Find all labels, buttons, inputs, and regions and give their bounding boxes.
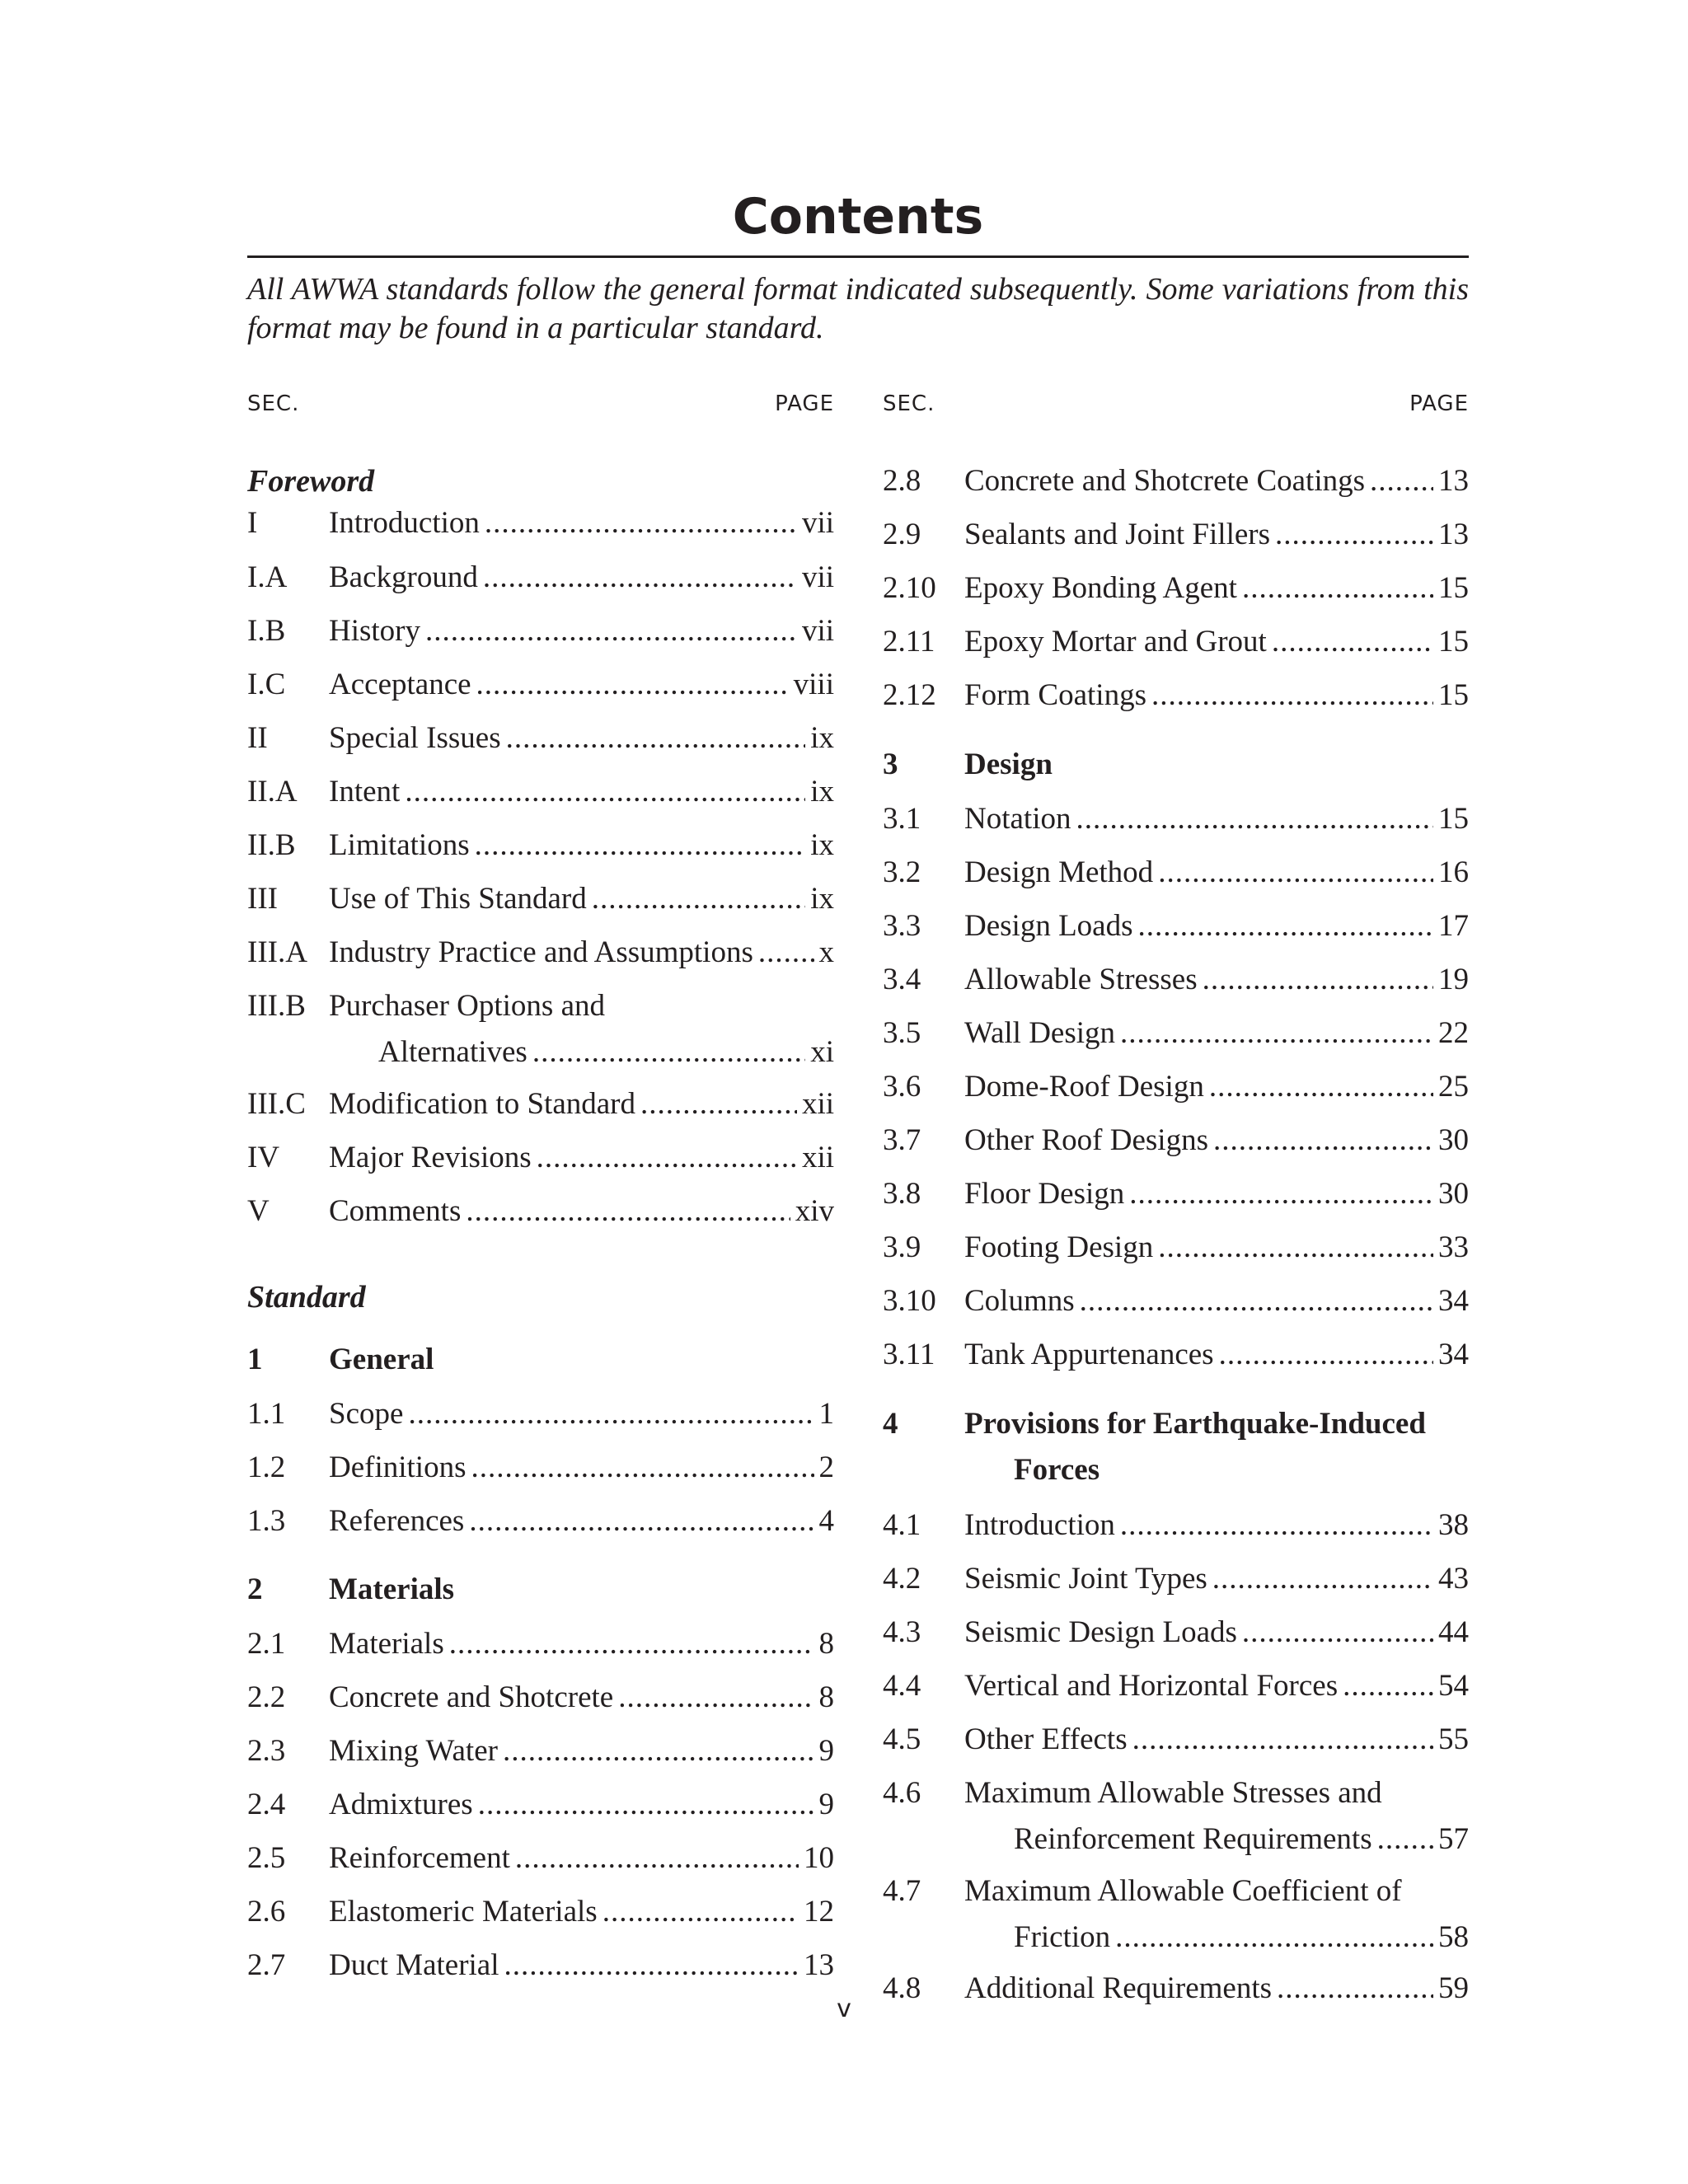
- dot-leader: [1138, 906, 1434, 947]
- toc-entry[interactable]: [883, 1871, 1469, 1958]
- toc-entry[interactable]: [883, 1612, 1469, 1653]
- dot-leader: [1080, 1281, 1433, 1322]
- entry-page: viii: [793, 668, 834, 701]
- entry-page: 19: [1438, 963, 1469, 996]
- entry-label: Introduction: [329, 506, 480, 540]
- entry-page: ix: [810, 882, 834, 916]
- entry-page: 8: [818, 1627, 834, 1661]
- dot-leader: [408, 1394, 814, 1435]
- entry-number: III.B: [247, 989, 306, 1023]
- toc-entry[interactable]: [247, 1784, 834, 1825]
- standard-heading: Standard: [247, 1280, 366, 1315]
- dot-leader: [471, 1447, 814, 1488]
- entry-page: xiv: [795, 1194, 834, 1228]
- entry-number: 2.10: [883, 571, 936, 605]
- page-title: Contents: [732, 188, 984, 246]
- entry-number: 2.2: [247, 1680, 286, 1714]
- entry-page: 13: [1438, 464, 1469, 498]
- entry-number: 2.3: [247, 1734, 286, 1768]
- toc-entry[interactable]: [883, 959, 1469, 1001]
- entry-label: Materials: [329, 1627, 444, 1661]
- toc-entry[interactable]: [883, 1334, 1469, 1376]
- dot-leader: [425, 611, 797, 652]
- entry-number: III: [247, 882, 278, 916]
- entry-page: 15: [1438, 678, 1469, 712]
- dot-leader: [504, 1945, 799, 1986]
- toc-entry[interactable]: [883, 461, 1469, 502]
- entry-number: 4.3: [883, 1615, 921, 1649]
- toc-entry[interactable]: [247, 771, 834, 813]
- entry-page: xii: [801, 1141, 834, 1174]
- toc-entry[interactable]: [247, 1084, 834, 1125]
- entry-number: 2.6: [247, 1895, 286, 1929]
- toc-entry[interactable]: [883, 1066, 1469, 1108]
- entry-number: 4.2: [883, 1562, 921, 1596]
- page-header: PAGE: [1409, 391, 1469, 416]
- toc-column-left: [247, 387, 834, 1982]
- entry-label: Modification to Standard: [329, 1087, 635, 1121]
- entry-number: 2.4: [247, 1788, 286, 1821]
- entry-number: 3.4: [883, 963, 921, 996]
- entry-label: Sealants and Joint Fillers: [964, 518, 1270, 551]
- entry-label: Epoxy Mortar and Grout: [964, 625, 1267, 658]
- sec-header: SEC.: [883, 391, 935, 416]
- entry-label: Industry Practice and Assumptions: [329, 935, 753, 969]
- entry-page: ix: [810, 721, 834, 755]
- entry-page: 15: [1438, 802, 1469, 836]
- dot-leader: [758, 932, 814, 973]
- entry-label: Allowable Stresses: [964, 963, 1198, 996]
- toc-entry[interactable]: [883, 1558, 1469, 1600]
- toc-entry[interactable]: [247, 1945, 834, 1986]
- toc-entry[interactable]: [883, 1174, 1469, 1215]
- entry-page: 8: [818, 1680, 834, 1714]
- dot-leader: [603, 1891, 799, 1933]
- entry-label: Definitions: [329, 1451, 467, 1484]
- entry-label: Acceptance: [329, 668, 471, 701]
- entry-label: Floor Design: [964, 1177, 1125, 1211]
- entry-page: 34: [1438, 1284, 1469, 1318]
- entry-page: 15: [1438, 625, 1469, 658]
- toc-entry[interactable]: [883, 1013, 1469, 1054]
- toc-entry[interactable]: [883, 799, 1469, 840]
- entry-label: Concrete and Shotcrete: [329, 1680, 614, 1714]
- entry-label: Background: [329, 560, 478, 594]
- entry-page: 16: [1438, 855, 1469, 889]
- column-header: [883, 387, 1469, 420]
- entry-label-continued: Friction: [1014, 1920, 1111, 1954]
- entry-number: 2.5: [247, 1841, 286, 1875]
- entry-number: II.B: [247, 828, 296, 862]
- entry-page: 59: [1438, 1971, 1469, 2005]
- entry-label: Introduction: [964, 1508, 1115, 1542]
- toc-entry[interactable]: [247, 1137, 834, 1179]
- entry-number: 4.4: [883, 1669, 921, 1703]
- entry-number: 3.3: [883, 909, 921, 943]
- toc-column-right: [883, 387, 1469, 2005]
- entry-number: 3.1: [883, 802, 921, 836]
- entry-page: 43: [1438, 1562, 1469, 1596]
- toc-entry[interactable]: [247, 1624, 834, 1665]
- sec-header: SEC.: [247, 391, 300, 416]
- entry-label-continued: Reinforcement Requirements: [1014, 1822, 1372, 1856]
- chapter-label: Design: [964, 748, 1053, 781]
- entry-number: 2.7: [247, 1948, 286, 1982]
- toc-entry[interactable]: [883, 1505, 1469, 1546]
- entry-number: II.A: [247, 775, 298, 808]
- entry-number: 3.2: [883, 855, 921, 889]
- entry-label: Dome-Roof Design: [964, 1070, 1204, 1104]
- entry-page: 13: [1438, 518, 1469, 551]
- column-header: [247, 387, 834, 420]
- dot-leader: [1203, 959, 1433, 1001]
- entry-label: Epoxy Bonding Agent: [964, 571, 1237, 605]
- entry-label-continued: Alternatives: [378, 1035, 528, 1069]
- entry-number: 3.8: [883, 1177, 921, 1211]
- dot-leader: [466, 1191, 790, 1232]
- entry-number: I.B: [247, 614, 286, 648]
- dot-leader: [1209, 1066, 1433, 1108]
- entry-label: Tank Appurtenances: [964, 1338, 1214, 1371]
- dot-leader: [1132, 1719, 1433, 1760]
- entry-page: 33: [1438, 1230, 1469, 1264]
- chapter-label: Provisions for Earthquake-Induced: [964, 1407, 1426, 1441]
- entry-number: III.C: [247, 1087, 306, 1121]
- entry-page: 38: [1438, 1508, 1469, 1542]
- dot-leader: [618, 1677, 814, 1718]
- chapter-label: General: [329, 1343, 434, 1376]
- toc-entry[interactable]: [247, 718, 834, 759]
- chapter-number: 3: [883, 748, 898, 781]
- dot-leader: [1242, 568, 1433, 609]
- entry-page: 22: [1438, 1016, 1469, 1050]
- chapter-heading[interactable]: [247, 1339, 834, 1380]
- entry-label: Design Loads: [964, 909, 1133, 943]
- entry-number: II: [247, 721, 268, 755]
- toc-entry[interactable]: [883, 906, 1469, 947]
- entry-number: 2.1: [247, 1627, 286, 1661]
- entry-number: I.A: [247, 560, 288, 594]
- entry-number: 1.3: [247, 1504, 286, 1538]
- chapter-heading[interactable]: [883, 744, 1469, 785]
- entry-number: 2.12: [883, 678, 936, 712]
- entry-page: 57: [1438, 1822, 1469, 1856]
- toc-entry[interactable]: [247, 1191, 834, 1232]
- dot-leader: [506, 718, 806, 759]
- title-rule: [247, 255, 1469, 258]
- entry-page: xi: [810, 1035, 834, 1069]
- intro-text: All AWWA standards follow the general format indicated subsequently. Some variations from this format may be found in a particular standard.: [247, 272, 1469, 345]
- entry-label: Other Effects: [964, 1722, 1128, 1756]
- toc-entry[interactable]: [247, 1447, 834, 1488]
- entry-label: Maximum Allowable Coefficient of: [964, 1874, 1402, 1908]
- dot-leader: [483, 557, 797, 598]
- entry-number: 2.9: [883, 518, 921, 551]
- toc-entry[interactable]: [883, 1773, 1469, 1860]
- toc-entry[interactable]: [883, 514, 1469, 555]
- dot-leader: [1242, 1612, 1433, 1653]
- dot-leader: [640, 1084, 797, 1125]
- dot-leader: [1076, 799, 1433, 840]
- entry-number: 1.1: [247, 1397, 286, 1431]
- entry-page: vii: [801, 506, 834, 540]
- dot-leader: [1158, 1227, 1433, 1268]
- dot-leader: [1120, 1505, 1433, 1546]
- dot-leader: [1370, 461, 1433, 502]
- entry-label: Other Roof Designs: [964, 1123, 1208, 1157]
- toc-entry[interactable]: [247, 557, 834, 598]
- entry-number: 3.6: [883, 1070, 921, 1104]
- entry-label: Elastomeric Materials: [329, 1895, 598, 1929]
- entry-label: Scope: [329, 1397, 404, 1431]
- entry-label: Wall Design: [964, 1016, 1116, 1050]
- entry-page: 54: [1438, 1669, 1469, 1703]
- dot-leader: [537, 1137, 797, 1179]
- entry-page: 12: [804, 1895, 834, 1929]
- entry-number: 4.5: [883, 1722, 921, 1756]
- toc-entry[interactable]: [247, 986, 834, 1073]
- entry-label: History: [329, 614, 420, 648]
- toc-entry[interactable]: [247, 1677, 834, 1718]
- dot-leader: [485, 503, 797, 544]
- entry-label: Special Issues: [329, 721, 501, 755]
- entry-page: 10: [804, 1841, 834, 1875]
- entry-number: V: [247, 1194, 270, 1228]
- toc-entry[interactable]: [247, 1838, 834, 1879]
- entry-number: IV: [247, 1141, 280, 1174]
- entry-label: Mixing Water: [329, 1734, 498, 1768]
- dot-leader: [1219, 1334, 1433, 1376]
- entry-page: x: [818, 935, 834, 969]
- entry-label: Form Coatings: [964, 678, 1146, 712]
- toc-entry[interactable]: [883, 1281, 1469, 1322]
- dot-leader: [469, 1501, 814, 1542]
- entry-label: Admixtures: [329, 1788, 473, 1821]
- entry-label: Major Revisions: [329, 1141, 532, 1174]
- dot-leader: [1343, 1666, 1433, 1707]
- entry-number: 3.7: [883, 1123, 921, 1157]
- entry-page: 1: [818, 1397, 834, 1431]
- entry-label: Comments: [329, 1194, 462, 1228]
- dot-leader: [532, 1032, 805, 1073]
- dot-leader: [1151, 675, 1433, 716]
- dot-leader: [1158, 852, 1433, 893]
- entry-page: ix: [810, 828, 834, 862]
- toc-entry[interactable]: [247, 503, 834, 544]
- dot-leader: [1272, 621, 1433, 663]
- entry-label: Purchaser Options and: [329, 989, 605, 1023]
- entry-number: 1.2: [247, 1451, 286, 1484]
- entry-page: 25: [1438, 1070, 1469, 1104]
- entry-number: 2.8: [883, 464, 921, 498]
- toc-entry[interactable]: [883, 568, 1469, 609]
- dot-leader: [1213, 1120, 1433, 1161]
- entry-page: 13: [804, 1948, 834, 1982]
- toc-entry[interactable]: [247, 932, 834, 973]
- entry-page: 15: [1438, 571, 1469, 605]
- entry-number: 2.11: [883, 625, 935, 658]
- toc-entry[interactable]: [247, 1731, 834, 1772]
- entry-page: xii: [801, 1087, 834, 1121]
- dot-leader: [1212, 1558, 1433, 1600]
- entry-page: 44: [1438, 1615, 1469, 1649]
- entry-label: Footing Design: [964, 1230, 1154, 1264]
- entry-number: 4.6: [883, 1776, 921, 1810]
- foreword-heading: Foreword: [247, 464, 375, 499]
- entry-label: Notation: [964, 802, 1071, 836]
- toc-entry[interactable]: [883, 1227, 1469, 1268]
- entry-label: Additional Requirements: [964, 1971, 1273, 2005]
- dot-leader: [1120, 1013, 1433, 1054]
- entry-label: Maximum Allowable Stresses and: [964, 1776, 1382, 1810]
- toc-entry[interactable]: [883, 621, 1469, 663]
- dot-leader: [1115, 1917, 1433, 1958]
- chapter-heading[interactable]: [883, 1404, 1469, 1491]
- entry-label: Seismic Joint Types: [964, 1562, 1207, 1596]
- dot-leader: [478, 1784, 814, 1825]
- entry-page: 4: [818, 1504, 834, 1538]
- entry-page: ix: [810, 775, 834, 808]
- dot-leader: [503, 1731, 814, 1772]
- toc-entry[interactable]: [247, 611, 834, 652]
- entry-number: 3.11: [883, 1338, 935, 1371]
- entry-label: Limitations: [329, 828, 470, 862]
- entry-label: Vertical and Horizontal Forces: [964, 1669, 1339, 1703]
- entry-label: References: [329, 1504, 465, 1538]
- entry-number: III.A: [247, 935, 307, 969]
- entry-label: Duct Material: [329, 1948, 499, 1982]
- chapter-number: 1: [247, 1343, 263, 1376]
- toc-entry[interactable]: [247, 825, 834, 866]
- dot-leader: [1275, 514, 1433, 555]
- entry-page: 55: [1438, 1722, 1469, 1756]
- toc-entry[interactable]: [883, 852, 1469, 893]
- page-number: v: [837, 1994, 851, 2023]
- entry-label: Design Method: [964, 855, 1154, 889]
- toc-entry[interactable]: [247, 1501, 834, 1542]
- dot-leader: [475, 825, 806, 866]
- toc-entry[interactable]: [883, 1719, 1469, 1760]
- entry-number: 4.8: [883, 1971, 921, 2005]
- toc-entry[interactable]: [247, 1891, 834, 1933]
- toc-entry[interactable]: [883, 1666, 1469, 1707]
- chapter-heading[interactable]: [247, 1569, 834, 1610]
- dot-leader: [515, 1838, 799, 1879]
- entry-page: 34: [1438, 1338, 1469, 1371]
- entry-page: 2: [818, 1451, 834, 1484]
- chapter-label-continued: Forces: [1014, 1453, 1100, 1487]
- entry-page: 9: [818, 1734, 834, 1768]
- dot-leader: [405, 771, 805, 813]
- entry-number: 4.1: [883, 1508, 921, 1542]
- entry-page: 30: [1438, 1177, 1469, 1211]
- entry-page: 17: [1438, 909, 1469, 943]
- dot-leader: [1129, 1174, 1433, 1215]
- entry-number: 3.5: [883, 1016, 921, 1050]
- entry-label: Concrete and Shotcrete Coatings: [964, 464, 1366, 498]
- toc-entry[interactable]: [883, 1120, 1469, 1161]
- toc-entry[interactable]: [247, 1394, 834, 1435]
- entry-page: vii: [801, 560, 834, 594]
- entry-page: 30: [1438, 1123, 1469, 1157]
- entry-page: 58: [1438, 1920, 1469, 1954]
- entry-page: 9: [818, 1788, 834, 1821]
- toc-entry[interactable]: [247, 879, 834, 920]
- page-header: PAGE: [775, 391, 834, 416]
- chapter-label: Materials: [329, 1572, 455, 1606]
- entry-page: vii: [801, 614, 834, 648]
- entry-number: 3.9: [883, 1230, 921, 1264]
- entry-number: I.C: [247, 668, 286, 701]
- entry-label: Columns: [964, 1284, 1075, 1318]
- dot-leader: [476, 664, 789, 705]
- entry-label: Intent: [329, 775, 401, 808]
- entry-label: Use of This Standard: [329, 882, 587, 916]
- entry-number: I: [247, 506, 258, 540]
- dot-leader: [592, 879, 805, 920]
- chapter-number: 2: [247, 1572, 263, 1606]
- toc-entry[interactable]: [247, 664, 834, 705]
- chapter-number: 4: [883, 1407, 898, 1441]
- entry-label: Reinforcement: [329, 1841, 510, 1875]
- dot-leader: [449, 1624, 814, 1665]
- toc-entry[interactable]: [883, 675, 1469, 716]
- entry-label: Seismic Design Loads: [964, 1615, 1237, 1649]
- dot-leader: [1377, 1819, 1433, 1860]
- entry-number: 3.10: [883, 1284, 936, 1318]
- entry-number: 4.7: [883, 1874, 921, 1908]
